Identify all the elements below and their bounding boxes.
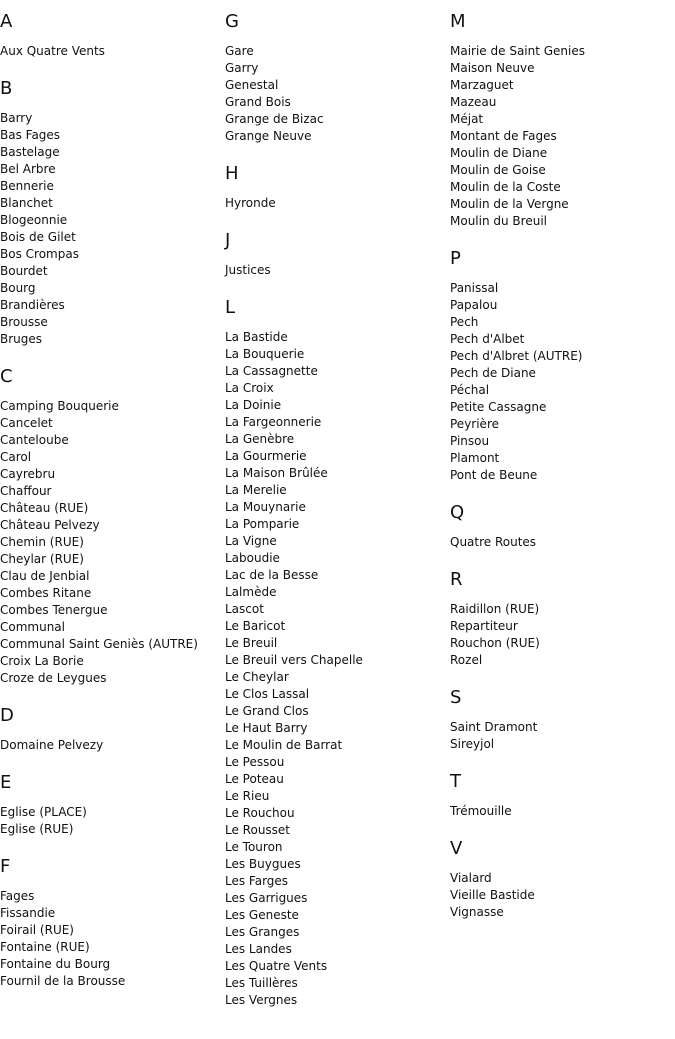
- street-link[interactable]: Garry: [225, 61, 259, 75]
- street-link[interactable]: Aux Quatre Vents: [0, 44, 105, 58]
- street-link[interactable]: Communal Saint Geniès (AUTRE): [0, 637, 198, 651]
- street-link[interactable]: Méjat: [450, 112, 484, 126]
- street-link[interactable]: Le Poteau: [225, 772, 284, 786]
- street-link[interactable]: La Doinie: [225, 398, 282, 412]
- street-list: [225, 262, 445, 279]
- letter-section-c: [0, 365, 220, 687]
- letter-section-p: [450, 247, 670, 484]
- street-link[interactable]: Le Clos Lassal: [225, 687, 310, 701]
- street-link[interactable]: Bourg: [0, 281, 36, 295]
- street-list: [0, 888, 220, 990]
- street-link[interactable]: Les Granges: [225, 925, 300, 939]
- street-link[interactable]: Le Rieu: [225, 789, 270, 803]
- street-link[interactable]: Fissandie: [0, 906, 56, 920]
- street-link[interactable]: Communal: [0, 620, 65, 634]
- letter-heading: H: [225, 163, 239, 184]
- street-link[interactable]: Repartiteur: [450, 619, 518, 633]
- street-link[interactable]: Foirail (RUE): [0, 923, 74, 937]
- street-link[interactable]: Bos Crompas: [0, 247, 79, 261]
- letter-heading: F: [0, 856, 11, 877]
- street-list: [450, 601, 670, 669]
- street-link[interactable]: Plamont: [450, 451, 500, 465]
- letter-heading: V: [450, 838, 463, 859]
- street-link[interactable]: Cheylar (RUE): [0, 552, 84, 566]
- street-list: [225, 195, 445, 212]
- street-link[interactable]: Rozel: [450, 653, 483, 667]
- letter-heading: P: [450, 248, 461, 269]
- letter-heading: L: [225, 297, 236, 318]
- street-link[interactable]: Pech d'Albet: [450, 332, 525, 346]
- street-link[interactable]: Blanchet: [0, 196, 53, 210]
- letter-heading: R: [450, 569, 463, 590]
- street-list: [450, 534, 670, 551]
- street-link[interactable]: Panissal: [450, 281, 499, 295]
- street-list: [225, 43, 445, 145]
- street-link[interactable]: Le Breuil vers Chapelle: [225, 653, 363, 667]
- street-link[interactable]: Blogeonnie: [0, 213, 68, 227]
- street-link[interactable]: Lac de la Besse: [225, 568, 319, 582]
- street-link[interactable]: La Cassagnette: [225, 364, 318, 378]
- street-list: [0, 804, 220, 838]
- street-link[interactable]: Eglise (PLACE): [0, 805, 87, 819]
- street-link[interactable]: Laboudie: [225, 551, 280, 565]
- street-list: [450, 870, 670, 921]
- street-link[interactable]: La Bouquerie: [225, 347, 305, 361]
- street-link[interactable]: Hyronde: [225, 196, 276, 210]
- street-link[interactable]: Rouchon (RUE): [450, 636, 540, 650]
- letter-section-a: [0, 10, 220, 60]
- street-link[interactable]: La Fargeonnerie: [225, 415, 322, 429]
- letter-section-j: [225, 229, 445, 279]
- street-link[interactable]: Moulin de Goise: [450, 163, 546, 177]
- street-link[interactable]: Peyrière: [450, 417, 499, 431]
- letter-section-h: [225, 162, 445, 212]
- street-list: [450, 719, 670, 753]
- street-link[interactable]: Fournil de la Brousse: [0, 974, 126, 988]
- street-link[interactable]: Le Rouchou: [225, 806, 295, 820]
- street-link[interactable]: Bastelage: [0, 145, 60, 159]
- letter-heading: G: [225, 11, 239, 32]
- street-link[interactable]: Bel Arbre: [0, 162, 56, 176]
- letter-heading: D: [0, 705, 14, 726]
- street-link[interactable]: Saint Dramont: [450, 720, 538, 734]
- street-link[interactable]: Fontaine (RUE): [0, 940, 90, 954]
- street-link[interactable]: La Pomparie: [225, 517, 300, 531]
- street-link[interactable]: La Genèbre: [225, 432, 295, 446]
- street-link[interactable]: Combes Ritane: [0, 586, 92, 600]
- letter-heading: J: [225, 230, 231, 251]
- street-link[interactable]: Carol: [0, 450, 32, 464]
- street-link[interactable]: La Bastide: [225, 330, 288, 344]
- street-link[interactable]: Cancelet: [0, 416, 53, 430]
- street-link[interactable]: Grand Bois: [225, 95, 291, 109]
- street-link[interactable]: Pont de Beune: [450, 468, 538, 482]
- street-link[interactable]: Fages: [0, 889, 35, 903]
- letter-heading: S: [450, 687, 462, 708]
- street-link[interactable]: Les Vergnes: [225, 993, 298, 1007]
- street-link[interactable]: Mairie de Saint Genies: [450, 44, 586, 58]
- street-link[interactable]: Bennerie: [0, 179, 54, 193]
- street-link[interactable]: Bourdet: [0, 264, 48, 278]
- street-link[interactable]: Brandières: [0, 298, 65, 312]
- street-link[interactable]: Bruges: [0, 332, 43, 346]
- street-link[interactable]: Eglise (RUE): [0, 822, 74, 836]
- street-link[interactable]: La Croix: [225, 381, 274, 395]
- street-link[interactable]: Raidillon (RUE): [450, 602, 540, 616]
- street-link[interactable]: Le Grand Clos: [225, 704, 309, 718]
- street-link[interactable]: Barry: [0, 111, 33, 125]
- letter-section-m: [450, 10, 670, 230]
- street-list: [225, 329, 445, 1009]
- street-list: [0, 737, 220, 754]
- street-link[interactable]: Croix La Borie: [0, 654, 84, 668]
- street-link[interactable]: Cayrebru: [0, 467, 56, 481]
- street-link[interactable]: Justices: [225, 263, 271, 277]
- street-link[interactable]: Lascot: [225, 602, 264, 616]
- street-link[interactable]: Bois de Gilet: [0, 230, 76, 244]
- street-link[interactable]: Domaine Pelvezy: [0, 738, 104, 752]
- letter-heading: C: [0, 366, 13, 387]
- street-link[interactable]: Grange Neuve: [225, 129, 312, 143]
- street-link[interactable]: Les Quatre Vents: [225, 959, 328, 973]
- letter-section-e: [0, 771, 220, 838]
- street-link[interactable]: Papalou: [450, 298, 498, 312]
- letter-heading: Q: [450, 502, 465, 523]
- street-link[interactable]: Marzaguet: [450, 78, 514, 92]
- street-link[interactable]: Trémouille: [450, 804, 512, 818]
- street-link[interactable]: Clau de Jenbial: [0, 569, 90, 583]
- street-link[interactable]: Le Pessou: [225, 755, 285, 769]
- street-link[interactable]: La Maison Brûlée: [225, 466, 328, 480]
- street-link[interactable]: Montant de Fages: [450, 129, 557, 143]
- street-list: [450, 43, 670, 230]
- street-link[interactable]: Canteloube: [0, 433, 69, 447]
- column-2: [225, 10, 445, 1026]
- street-link[interactable]: Péchal: [450, 383, 490, 397]
- street-link[interactable]: Château (RUE): [0, 501, 89, 515]
- street-link[interactable]: Quatre Routes: [450, 535, 537, 549]
- street-list: [0, 43, 220, 60]
- street-link[interactable]: Le Breuil: [225, 636, 278, 650]
- street-link[interactable]: La Merelie: [225, 483, 287, 497]
- street-link[interactable]: Le Rousset: [225, 823, 291, 837]
- street-link[interactable]: Moulin de Diane: [450, 146, 548, 160]
- street-link[interactable]: Chaffour: [0, 484, 52, 498]
- street-link[interactable]: Pech d'Albret (AUTRE): [450, 349, 583, 363]
- street-link[interactable]: Le Touron: [225, 840, 283, 854]
- street-list: [450, 803, 670, 820]
- letter-section-f: [0, 855, 220, 990]
- street-link[interactable]: Chemin (RUE): [0, 535, 84, 549]
- street-link[interactable]: Mazeau: [450, 95, 497, 109]
- street-link[interactable]: Les Buygues: [225, 857, 301, 871]
- letter-section-t: [450, 770, 670, 820]
- letter-section-r: [450, 568, 670, 669]
- street-link[interactable]: Genestal: [225, 78, 279, 92]
- street-link[interactable]: Maison Neuve: [450, 61, 535, 75]
- street-link[interactable]: Petite Cassagne: [450, 400, 547, 414]
- street-link[interactable]: Pech de Diane: [450, 366, 536, 380]
- street-link[interactable]: Pinsou: [450, 434, 490, 448]
- letter-section-s: [450, 686, 670, 753]
- street-link[interactable]: La Vigne: [225, 534, 277, 548]
- street-link[interactable]: Moulin de la Coste: [450, 180, 561, 194]
- column-3: [450, 10, 670, 938]
- street-link[interactable]: Gare: [225, 44, 254, 58]
- street-link[interactable]: Le Moulin de Barrat: [225, 738, 343, 752]
- street-link[interactable]: Grange de Bizac: [225, 112, 324, 126]
- street-link[interactable]: Château Pelvezy: [0, 518, 100, 532]
- street-link[interactable]: Vialard: [450, 871, 492, 885]
- letter-heading: T: [450, 771, 461, 792]
- letter-heading: M: [450, 11, 466, 32]
- street-list: [450, 280, 670, 484]
- column-1: [0, 10, 220, 1007]
- street-list: [0, 110, 220, 348]
- street-link[interactable]: Vignasse: [450, 905, 504, 919]
- street-link[interactable]: Vieille Bastide: [450, 888, 535, 902]
- letter-section-q: [450, 501, 670, 551]
- street-link[interactable]: Les Farges: [225, 874, 289, 888]
- street-link[interactable]: Les Geneste: [225, 908, 299, 922]
- letter-section-v: [450, 837, 670, 921]
- street-link[interactable]: Les Landes: [225, 942, 292, 956]
- letter-section-g: [225, 10, 445, 145]
- street-link[interactable]: Les Tuillères: [225, 976, 298, 990]
- street-link[interactable]: Le Cheylar: [225, 670, 289, 684]
- street-link[interactable]: Lalmède: [225, 585, 277, 599]
- street-link[interactable]: Croze de Leygues: [0, 671, 107, 685]
- letter-heading: A: [0, 11, 13, 32]
- street-link[interactable]: Pech: [450, 315, 479, 329]
- street-link[interactable]: La Gourmerie: [225, 449, 307, 463]
- street-link[interactable]: Moulin de la Vergne: [450, 197, 569, 211]
- street-list: [0, 398, 220, 687]
- street-link[interactable]: Brousse: [0, 315, 48, 329]
- street-link[interactable]: Le Haut Barry: [225, 721, 308, 735]
- street-link[interactable]: Moulin du Breuil: [450, 214, 547, 228]
- street-link[interactable]: Sireyjol: [450, 737, 495, 751]
- letter-section-d: [0, 704, 220, 754]
- letter-heading: E: [0, 772, 12, 793]
- street-link[interactable]: Les Garrigues: [225, 891, 308, 905]
- street-link[interactable]: Camping Bouquerie: [0, 399, 119, 413]
- street-link[interactable]: Bas Fages: [0, 128, 61, 142]
- letter-section-b: [0, 77, 220, 348]
- street-link[interactable]: Combes Tenergue: [0, 603, 108, 617]
- letter-section-l: [225, 296, 445, 1009]
- street-link[interactable]: La Mouynarie: [225, 500, 306, 514]
- street-link[interactable]: Fontaine du Bourg: [0, 957, 111, 971]
- letter-heading: B: [0, 78, 13, 99]
- street-link[interactable]: Le Baricot: [225, 619, 286, 633]
